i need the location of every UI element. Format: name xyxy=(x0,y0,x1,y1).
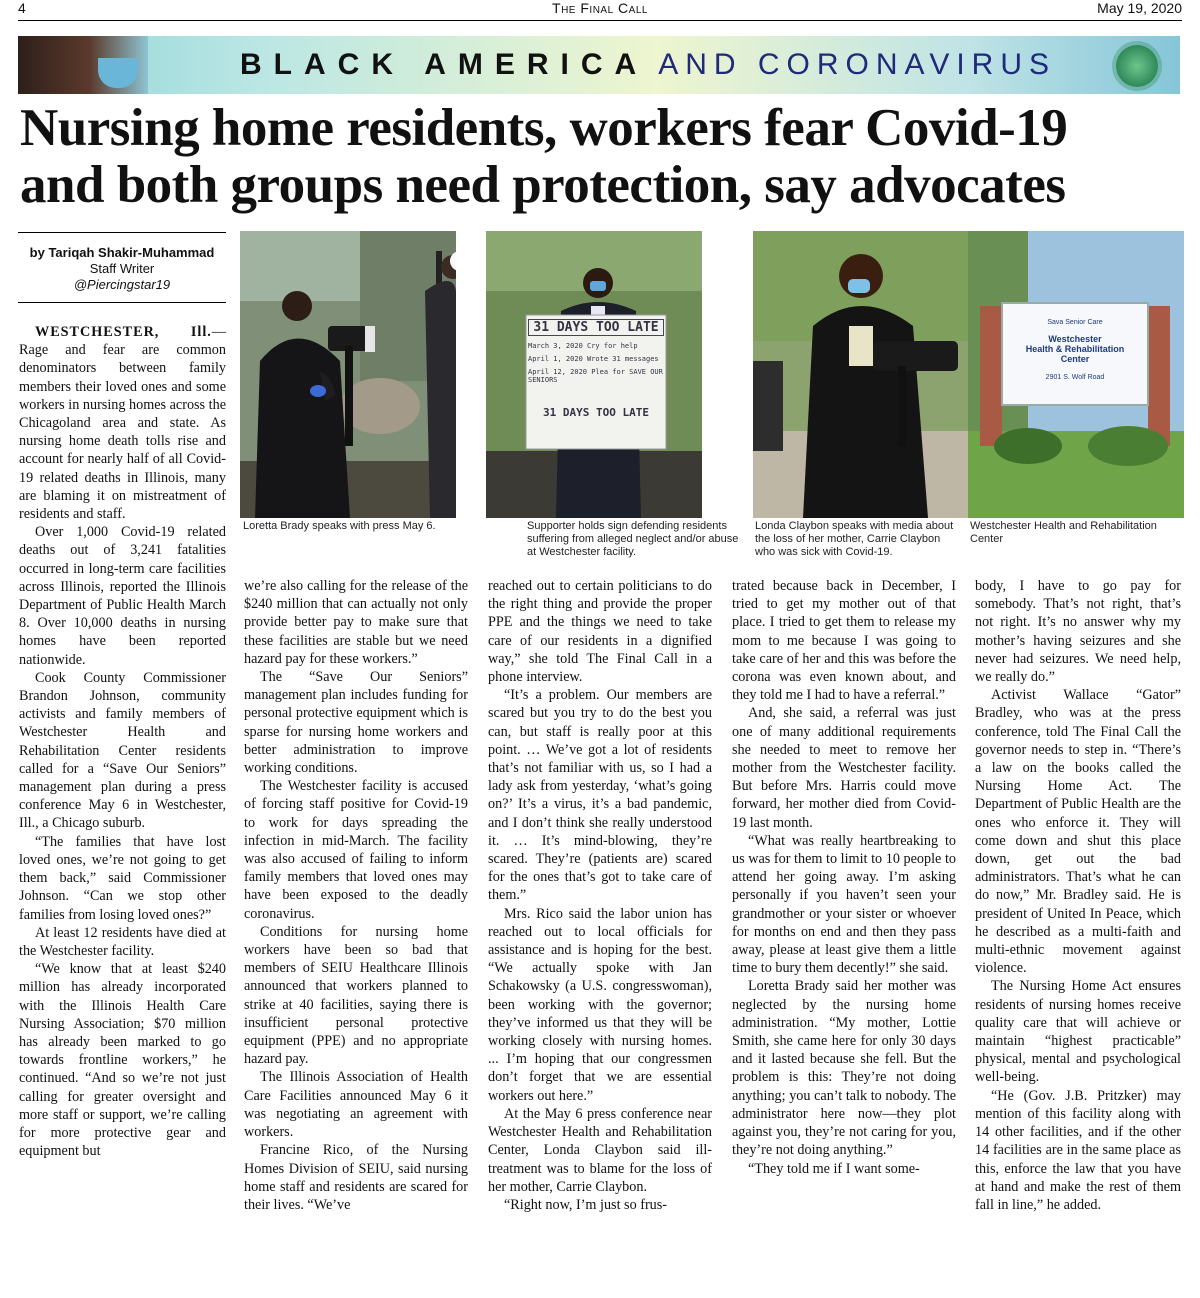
headline xyxy=(20,100,1182,214)
page-folio xyxy=(18,0,1182,21)
photo-sign-holder xyxy=(486,231,702,518)
byline-author: by Tariqah Shakir-Muhammad xyxy=(29,245,215,260)
page-number: 4 xyxy=(18,0,26,16)
publication-name: The Final Call xyxy=(552,0,648,16)
photo-caption-2: Supporter holds sign defending residents suffering from alleged neglect and/or abuse at Westchester facility. xyxy=(527,520,739,558)
paragraph: Loretta Brady said her mother was neglected by the nursing home administration. “My mother, Lottie Smith, she came here for only 30 days and it lasted because she fell. But the problem is this: They’re not doing anything; you can’t talk to nobody. The administrator here now—they plot against you, they’re not caring for you, they’re not doing anything.” xyxy=(732,978,956,1159)
paragraph: body, I have to go pay for somebody. That’s not right, that’s not right. It’s no answer why my mother’s having seizures and she never had seizures. We need help, we really do.” xyxy=(975,578,1181,686)
facility-sign-brand: Sava Senior Care xyxy=(1047,319,1103,326)
paragraph: “What was really heartbreaking to us was for them to limit to 10 people to attend her going away. I’m asking personally if you haven’t seen your grandmother or your sister or whoever for months on end and then they pass away, please at least give them a little time to bury them decently!” she said. xyxy=(732,832,956,977)
paragraph: At least 12 residents have died at the Westchester facility. xyxy=(19,924,226,959)
byline-rule-top xyxy=(18,232,226,233)
banner-title xyxy=(240,48,1056,82)
virus-icon xyxy=(1116,45,1158,87)
paragraph: Cook County Commissioner Brandon Johnson, community activists and family members of Westchester Health and Rehabilitation Center residents called for a “Save Our Seniors” management plan during a press conference May 6 in Westchester, Ill., a Chicago suburb. xyxy=(19,669,226,832)
facility-sign-address: 2901 S. Wolf Road xyxy=(1045,374,1105,381)
article-column-3 xyxy=(488,577,712,1214)
byline xyxy=(18,245,226,293)
banner-title-bold: BLACK AMERICA xyxy=(240,48,649,81)
paragraph: “Right now, I’m just so frus- xyxy=(504,1196,668,1213)
paragraph: Francine Rico, of the Nursing Homes Division of SEIU, said nursing home staff and residents are scared for their lives. “We’ve xyxy=(244,1142,468,1213)
facility-sign-line-3: Center xyxy=(1060,354,1090,364)
headline-line-1: Nursing home residents, workers fear Covid-19 xyxy=(20,99,1068,157)
photo-londa-claybon xyxy=(753,231,969,518)
photo-facility-sign xyxy=(968,231,1184,518)
byline-handle: @Piercingstar19 xyxy=(73,277,171,292)
paragraph: we’re also calling for the release of the $240 million that can actually not only provide better pay to make sure that these facilities are stable but we need hazard pay for these workers.” xyxy=(244,578,468,667)
protest-sign xyxy=(528,319,664,419)
paragraph: The “Save Our Seniors” management plan includes funding for personal protective equipment which is sparse for nursing home workers and better administration to improve working conditions. xyxy=(244,669,468,777)
paragraph: trated because back in December, I tried to get my mother out of that place. I tried to get them to release my mom to me because I was going to take care of her and this was before the corona was even known about, and they told me I had to have a referral.” xyxy=(732,578,956,704)
dateline: WESTCHESTER, Ill. xyxy=(35,324,212,340)
issue-date: May 19, 2020 xyxy=(1097,0,1182,16)
lede-paragraph xyxy=(19,323,226,523)
paragraph: “The families that have lost loved ones, we’re not going to get them back,” said Commissioner Johnson. “Can we stop other families from losing loved ones?” xyxy=(19,833,226,923)
article-column-4 xyxy=(732,577,956,1178)
paragraph: At the May 6 press conference near Westchester Health and Rehabilitation Center, Londa Claybon said ill-treatment was to blame for the loss of her mother, Carrie Claybon. xyxy=(488,1105,712,1195)
article-column-2 xyxy=(244,577,468,1214)
paragraph: —Rage and fear are common denominators between family members their loved ones and some workers in nursing homes across the Chicagoland area and state. As nursing home death tolls rise and account for nearly half of all Covid-19 related deaths in Illinois, many are blaming it on mistreatment of residents and staff. xyxy=(19,324,226,523)
paragraph: The Nursing Home Act ensures residents of nursing homes receive quality care that will achieve or maintain “highest practicable” physical, mental and psychological well-being. xyxy=(975,978,1181,1086)
paragraph: “He (Gov. J.B. Pritzker) may mention of this facility along with 14 other facilities, and if the other 14 facilities are in the same place as this, enforce the law that you have at hand and make the rest of them fall in line,” he added. xyxy=(975,1087,1181,1213)
sign-title: 31 DAYS TOO LATE xyxy=(528,319,664,336)
sign-line-1: March 3, 2020 Cry for help xyxy=(528,342,638,350)
paragraph: Conditions for nursing home workers have been so bad that members of SEIU Healthcare Illinois announced that workers planned to strike at 40 facilities, saying there is insufficient personal protective equipment (PPE) and no appropriate hazard pay. xyxy=(244,923,468,1068)
section-banner xyxy=(18,36,1180,94)
paragraph: reached out to certain politicians to do the right thing and provide the proper PPE and the things we need to take care of our residents in a dignified way,” she told The Final Call in a phone interview. xyxy=(488,578,712,686)
sign-line-3: April 12, 2020 Plea for SAVE OUR SENIORS xyxy=(528,368,663,384)
facility-sign xyxy=(1008,319,1142,381)
byline-role: Staff Writer xyxy=(89,261,155,276)
paragraph: Activist Wallace “Gator” Bradley, who was at the press conference, told The Final Call the governor needs to step in. “There’s a law on the books called the Nursing Home Act. The Department of Public Health are the ones who enforce it. They will come down and shut this place down, get out the bad administrators. That’s what he can do now,” Mr. Bradley said. He is president of United In Peace, which he described as a multi-faith and multi-ethnic movement against violence. xyxy=(975,687,1181,977)
paragraph: The Westchester facility is accused of forcing staff positive for Covid-19 to work for days spreading the infection in mid-March. The facility was also accused of failing to inform family members that loved ones may have been exposed to the deadly coronavirus. xyxy=(244,778,468,922)
sign-footer: 31 DAYS TOO LATE xyxy=(543,406,649,419)
sign-line-2: April 1, 2020 Wrote 31 messages xyxy=(528,355,659,363)
banner-title-light: AND CORONAVIRUS xyxy=(658,48,1057,81)
paragraph: “They told me if I want some- xyxy=(748,1160,920,1177)
paragraph: And, she said, a referral was just one of many additional requirements she needed to meet to remove her mother from the Westchester facility. But before Mrs. Harris could move forward, her mother died from Covid-19 last month. xyxy=(732,705,956,831)
byline-rule-bottom xyxy=(18,302,226,303)
photo-caption-1: Loretta Brady speaks with press May 6. xyxy=(243,520,436,532)
article-column-1 xyxy=(19,323,226,1160)
photo-loretta-brady xyxy=(240,231,456,518)
headline-line-2: and both groups need protection, say advocates xyxy=(20,156,1066,214)
paragraph: Over 1,000 Covid-19 related deaths out of 3,241 fatalities occurred in long-term care facilities across Illinois, reported the Illinois Department of Public Health March 8. Over 10,000 deaths in nursing homes have been reported nationwide. xyxy=(19,524,226,668)
photo-caption-3: Londa Claybon speaks with media about the loss of her mother, Carrie Claybon who was sick with Covid-19. xyxy=(755,520,954,558)
facility-sign-line-1: Westchester xyxy=(1048,334,1102,344)
photo-caption-4: Westchester Health and Rehabilitation Center xyxy=(970,520,1157,545)
facility-sign-line-2: Health & Rehabilitation xyxy=(1025,344,1125,354)
paragraph: “It’s a problem. Our members are scared but you try to do the best you can, but staff is really poor at this point. … We’ve got a lot of residents that’s not familiar with us, so I had a lady ask from yesterday, ‘what’s going on?’ It’s a virus, it’s a bad pandemic, and I don’t think she really understood it. … It’s mind-blowing, they’re scared. They’re (patients are) scared for the ones that’s got to take care of them.” xyxy=(488,687,712,904)
paragraph: The Illinois Association of Health Care Facilities announced May 6 it was negotiating an agreement with workers. xyxy=(244,1069,468,1141)
masked-person-image xyxy=(18,36,148,94)
paragraph: Mrs. Rico said the labor union has reached out to local officials for assistance and is hoping for the best. “We actually spoke with Jan Schakowsky (a U.S. congresswoman), been working with the governor; they’ve informed us that they will be working closely with nursing homes. ... I’m hoping that our congressmen don’t forget that we are essential workers out here.” xyxy=(488,905,712,1104)
article-column-5 xyxy=(975,577,1181,1214)
paragraph: “We know that at least $240 million has already incorporated with the Illinois Health Care Nursing Association; $70 million has already been marked to go towards frontline workers,” he continued. “And so we’re not just calling for greater oversight and more staff or support, we’re calling for more protective gear and equipment but xyxy=(19,961,226,1160)
